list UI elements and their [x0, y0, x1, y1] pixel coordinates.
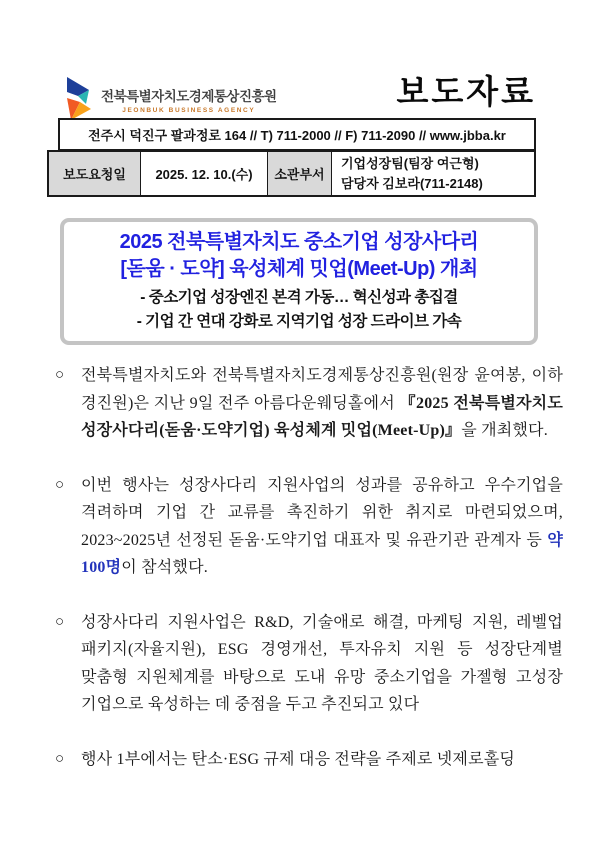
headline-line-2: [돋움 · 도약] 육성체계 밋업(Meet-Up) 개최 [120, 258, 478, 280]
request-date-label: 보도요청일 [49, 152, 141, 195]
headline-box [60, 218, 538, 345]
paragraph-text [81, 609, 563, 719]
paragraph-3 [55, 609, 563, 719]
department-label: 소관부서 [268, 152, 332, 195]
text-segment-normal: 성장사다리 지원사업은 R&D, 기술애로 해결, 마케팅 지원, 레벨업 패키지(자율지원), ESG 경영개선, 투자유치 지원 등 성장단계별 맞춤형 지원체계를 바탕으로 도내 유망 중소기업을 가젤형 고성장 기업으로 육성하는 데 중점을 두고 추진되고 있다 [81, 613, 563, 713]
text-segment-normal: 전북특별자치도와 전북특별자치도경제통상진흥원(원장 윤여봉, 이하 경진원)은 지난 9일 전주 아름다운웨딩홀에서 [81, 367, 563, 412]
paragraph-bullet: ○ [55, 367, 65, 383]
agency-text-block [101, 85, 277, 114]
agency-name: 전북특별자치도경제통상진흥원 [101, 89, 277, 104]
department-contact-line: 담당자 김보라(711-2148) [341, 175, 483, 191]
paragraph-4 [55, 746, 563, 774]
paragraph-2 [55, 472, 563, 582]
agency-name-en: JEONBUK BUSINESS AGENCY [122, 107, 256, 114]
body-text [55, 362, 563, 800]
paragraph-text [81, 362, 563, 445]
paragraph-bullet: ○ [55, 476, 65, 493]
text-segment-normal: 행사 1부에서는 탄소·ESG 규제 대응 전략을 주제로 넷제로홀딩 [81, 750, 516, 768]
paragraph-1 [55, 362, 563, 445]
subheadline-line-2: - 기업 간 연대 강화로 지역기업 성장 드라이브 가속 [136, 313, 462, 330]
department-team-line: 기업성장팀(팀장 여근형) [341, 156, 479, 171]
text-segment-blue-bold: 약 100명 [81, 531, 563, 576]
agency-logo [64, 76, 277, 122]
paragraph-text [81, 746, 563, 774]
document-type-title: 보도자료 [396, 73, 536, 110]
text-segment-normal: 이 참석했다. [121, 559, 208, 576]
agency-logo-icon [64, 76, 94, 122]
press-info-table [47, 150, 536, 197]
subheadline-group [64, 286, 534, 334]
paragraph-bullet: ○ [55, 613, 65, 630]
text-segment-normal: 을 개최했다. [461, 422, 548, 439]
paragraph-bullet: ○ [55, 750, 65, 767]
request-date-value: 2025. 12. 10.(수) [141, 152, 268, 195]
headline-line-1: 2025 전북특별자치도 중소기업 성장사다리 [119, 231, 479, 253]
paragraph-text [81, 472, 563, 582]
contact-info-bar: 전주시 덕진구 팔과정로 164 // T) 711-2000 // F) 711-2090 // www.jbba.kr [58, 118, 536, 151]
text-segment-bold: 『2025 전북특별자치도 성장사다리(돋움·도약기업) 육성체계 밋업(Meet-Up)』 [81, 394, 563, 439]
subheadline-line-1: - 중소기업 성장엔진 본격 가동… 혁신성과 총집결 [140, 289, 458, 306]
text-segment-normal: 이번 행사는 성장사다리 지원사업의 성과를 공유하고 우수기업을 격려하며 기업 간 교류를 촉진하기 위한 취지로 마련되었으며, 2023~2025년 선정된 돋움·도약기업 대표자 및 유관기관 관계자 등 [81, 476, 563, 549]
department-value [332, 152, 534, 195]
